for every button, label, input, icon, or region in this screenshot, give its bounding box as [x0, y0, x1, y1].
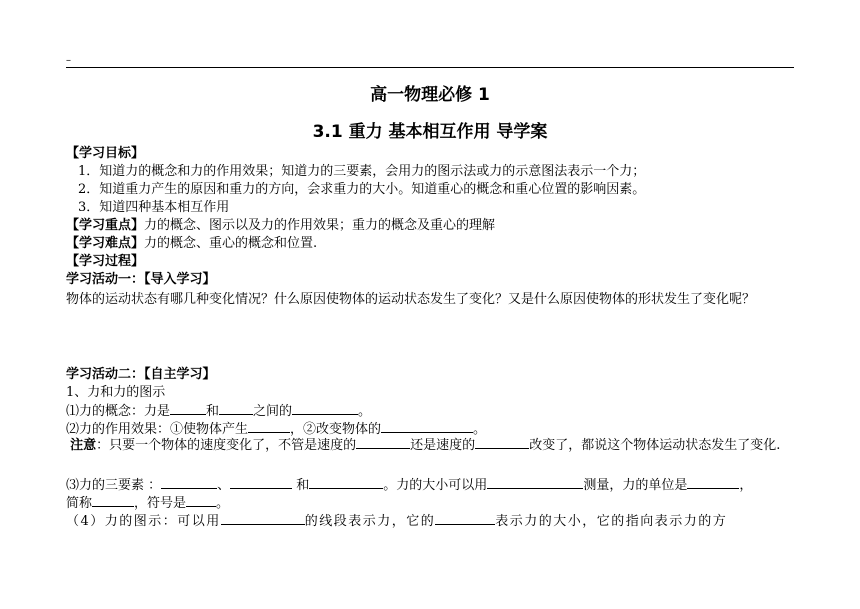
note-text-a: ：只要一个物体的速度变化了，不管是速度的	[96, 438, 357, 453]
q4-text-b: 的线段表示力，它的	[304, 514, 436, 529]
header-mark: –	[66, 55, 71, 66]
q1-text-d: 。	[358, 404, 372, 419]
blank-field[interactable]	[292, 402, 358, 415]
blank-field[interactable]	[475, 436, 529, 449]
blank-field[interactable]	[381, 420, 473, 433]
question-3-cont	[66, 494, 229, 513]
activity1-text: 物体的运动状态有哪几种变化情况？什么原因使物体的运动状态发生了变化？又是什么原因使物体的形状发生了变化呢？	[66, 292, 756, 307]
note	[66, 436, 794, 456]
key-points-heading: 【学习重点】	[66, 218, 145, 233]
key-points-text: 力的概念、图示以及力的作用效果；重力的概念及重心的理解	[144, 218, 496, 233]
note-heading: 注意	[70, 438, 97, 453]
blank-field[interactable]	[92, 494, 134, 507]
q3-text-i: 。	[216, 496, 230, 511]
blank-field[interactable]	[356, 436, 410, 449]
q2-text-c: 。	[473, 422, 487, 437]
q3-text-a: ⑶力的三要素 ：	[66, 478, 162, 493]
question-4	[66, 512, 727, 531]
q3-text-g: 简称	[66, 496, 93, 511]
process-heading: 【学习过程】	[66, 254, 145, 269]
q1-text-c: 之间的	[253, 404, 293, 419]
q4-text-a: （4）力的图示：可以用	[66, 514, 221, 529]
q2-text-b: ，②改变物体的	[290, 422, 382, 437]
q4-text-c: 表示力的大小，它的指向表示力的方	[495, 514, 728, 529]
q3-text-e: 测量，力的单位是	[583, 478, 688, 493]
blank-field[interactable]	[219, 402, 253, 415]
goal-item-1: 1．知道力的概念和力的作用效果；知道力的三要素，会用力的图示法或力的示意图法表示一个力；	[78, 164, 646, 179]
activity1-heading: 学习活动一：【导入学习】	[66, 272, 216, 287]
blank-field[interactable]	[435, 512, 495, 525]
doc-subtitle: 3.1 重力 基本相互作用 导学案	[312, 122, 548, 142]
q3-text-b: 、	[217, 478, 231, 493]
activity2-heading: 学习活动二：【自主学习】	[66, 367, 216, 382]
difficulties-text: 力的概念、重心的概念和位置.	[144, 236, 318, 251]
q2-text-a: ⑵力的作用效果：①使物体产生	[66, 422, 249, 437]
difficulties-heading: 【学习难点】	[66, 236, 145, 251]
question-1	[66, 402, 371, 421]
goal-item-3: 3．知道四种基本相互作用	[78, 200, 230, 215]
q3-text-f: ，	[739, 478, 753, 493]
note-text-b: 还是速度的	[410, 438, 476, 453]
blank-field[interactable]	[221, 512, 305, 525]
blank-field[interactable]	[248, 420, 290, 433]
note-text-c: 改变了，都说这个物体运动状态发生了变化.	[529, 438, 781, 453]
section-1-heading: 1、力和力的图示	[66, 385, 166, 400]
blank-field[interactable]	[170, 402, 206, 415]
q1-text-a: ⑴力的概念：力是	[66, 404, 171, 419]
goals-heading: 【学习目标】	[66, 146, 145, 161]
blank-field[interactable]	[230, 476, 292, 489]
blank-field[interactable]	[161, 476, 217, 489]
q3-text-h: ，符号是	[134, 496, 187, 511]
key-points	[66, 217, 495, 235]
q3-text-c: 和	[292, 478, 310, 493]
blank-field[interactable]	[487, 476, 583, 489]
q3-text-d: 。力的大小可以用	[383, 478, 488, 493]
blank-field[interactable]	[687, 476, 739, 489]
header-rule	[66, 67, 794, 68]
goal-item-2: 2．知道重力产生的原因和重力的方向，会求重力的大小。知道重心的概念和重心位置的影响因素。	[78, 182, 646, 197]
blank-field[interactable]	[309, 476, 383, 489]
blank-field[interactable]	[186, 494, 216, 507]
doc-title: 高一物理必修 1	[370, 85, 490, 105]
question-3	[66, 476, 752, 495]
difficulties	[66, 235, 317, 253]
q1-text-b: 和	[206, 404, 220, 419]
